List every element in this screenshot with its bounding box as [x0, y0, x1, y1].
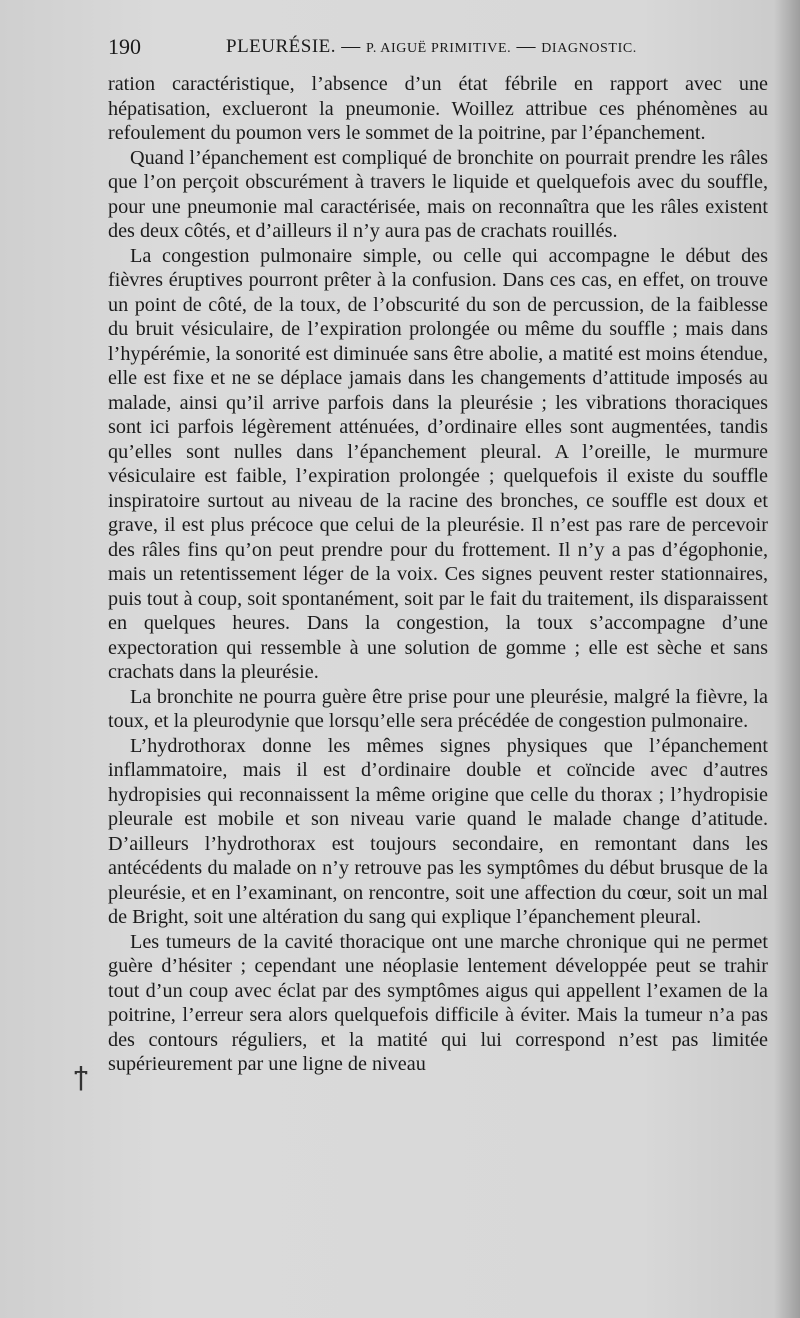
paragraph: La bronchite ne pourra guère être prise pour une pleurésie, malgré la fièvre, la toux, et la pleurodynie que lorsqu’elle sera précédée de congestion pulmonaire.	[108, 685, 768, 732]
section-title: DIAGNOSTIC.	[541, 41, 637, 56]
running-title	[226, 36, 637, 58]
handwritten-margin-mark: ϯ	[74, 1062, 88, 1092]
paragraph: Les tumeurs de la cavité thoracique ont une marche chronique qui ne permet guère d’hésiter ; cependant une néoplasie lentement développée peut se trahir tout d’un coup avec éclat par des symptômes aigus qui appellent l’examen de la poitrine, l’erreur sera alors quelquefois difficile à éviter. Mais la tumeur n’a pas des contours réguliers, et la matité qui lui correspond n’est pas limitée supérieurement par une ligne de niveau	[108, 930, 768, 1075]
page-body-text	[108, 72, 768, 1077]
chapter-title: PLEURÉSIE.	[226, 36, 337, 57]
paragraph: La congestion pulmonaire simple, ou celle qui accompagne le début des fièvres éruptives pourront prêter à la confusion. Dans ces cas, en effet, on trouve un point de côté, de la toux, de l’obscurité du son de percussion, de la faiblesse du bruit vésiculaire, de l’expiration prolongée ou même du souffle ; mais dans l’hypérémie, la sonorité est diminuée sans être abolie, a matité est moins étendue, elle est fixe et ne se déplace jamais dans les changements d’attitude imposés au malade, ainsi qu’il arrive parfois dans la pleurésie ; les vibrations thoraciques sont ici parfois légèrement atténuées, d’ordinaire elles sont augmentées, tandis qu’elles sont nulles dans l’épanchement pleural. A l’oreille, le murmure vésiculaire est faible, l’expiration prolongée ; quelquefois il existe du souffle inspiratoire surtout au niveau de la racine des bronches, ce souffle est doux et grave, il est plus précoce que celui de la pleurésie. Il n’est pas rare de percevoir des râles fins qu’on peut prendre pour du frottement. Il n’y a pas d’égophonie, mais un retentissement léger de la voix. Ces signes peuvent rester stationnaires, puis tout à coup, soit spontanément, soit par le fait du traitement, ils disparaissent en quelques heures. Dans la congestion, la toux s’accompagne d’une expectoration qui ressemble à une solution de gomme ; elle est sèche et sans crachats dans la pleurésie.	[108, 244, 768, 683]
page-number: 190	[108, 34, 141, 59]
paragraph: L’hydrothorax donne les mêmes signes physiques que l’épanchement inflammatoire, mais il est d’ordinaire double et coïncide avec d’autres hydropisies qui reconnaissent la même origine que celle du thorax ; l’hydropisie pleurale est mobile et son niveau varie quand le malade change d’atitude. D’ailleurs l’hydrothorax est toujours secondaire, en remontant dans les antécédents du malade on n’y retrouve pas les symptômes du début brusque de la pleurésie, et en l’examinant, on rencontre, soit une affection du cœur, soit un mal de Bright, soit une altération du sang qui explique l’épanchement pleural.	[108, 734, 768, 928]
page-gutter-shadow	[774, 0, 800, 1318]
chapter-subtitle: P. AIGUË PRIMITIVE.	[366, 41, 512, 56]
paragraph: ration caractéristique, l’absence d’un état fébrile en rapport avec une hépatisation, exclueront la pneumonie. Woillez attribue ces phénomènes au refoulement du poumon vers le sommet de la poitrine, par l’épanchement.	[108, 73, 768, 144]
running-header	[108, 34, 768, 66]
header-separator: —	[516, 36, 536, 57]
paragraph: Quand l’épanchement est compliqué de bronchite on pourrait prendre les râles que l’on perçoit obscurément à travers le liquide et quelquefois avec du souffle, pour une pneumonie mal caractérisée, mais on reconnaîtra que les râles existent des deux côtés, et d’ailleurs il n’y aura pas de crachats rouillés.	[108, 146, 768, 242]
header-separator: —	[341, 36, 361, 57]
